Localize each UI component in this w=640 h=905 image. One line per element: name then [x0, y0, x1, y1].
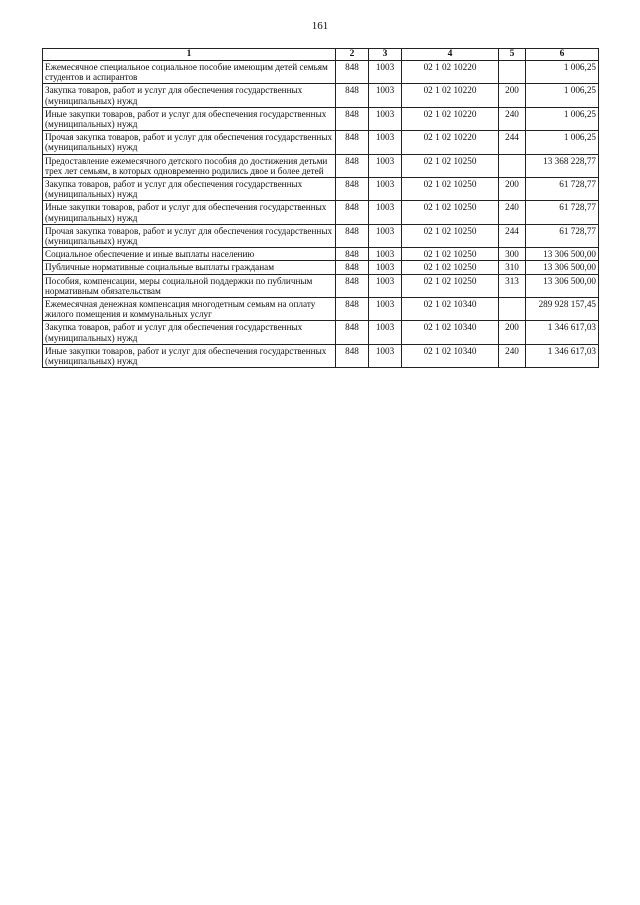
- table-body: [43, 61, 599, 368]
- cell-name: Закупка товаров, работ и услуг для обеспечения государственных (муниципальных) нужд: [43, 321, 336, 344]
- table-row: [43, 274, 599, 297]
- cell-sum: 61 728,77: [526, 201, 599, 224]
- cell-type: 200: [499, 321, 526, 344]
- cell-section: 1003: [369, 107, 402, 130]
- cell-name: Публичные нормативные социальные выплаты гражданам: [43, 261, 336, 274]
- table-row: [43, 224, 599, 247]
- table-row: [43, 321, 599, 344]
- table-row: [43, 261, 599, 274]
- cell-article: 02 1 02 10220: [402, 61, 499, 84]
- cell-type: 244: [499, 224, 526, 247]
- cell-section: 1003: [369, 178, 402, 201]
- cell-sum: 13 306 500,00: [526, 261, 599, 274]
- cell-type: 240: [499, 201, 526, 224]
- cell-article: 02 1 02 10250: [402, 154, 499, 177]
- cell-section: 1003: [369, 248, 402, 261]
- cell-code: 848: [336, 154, 369, 177]
- cell-section: 1003: [369, 321, 402, 344]
- cell-code: 848: [336, 131, 369, 154]
- cell-section: 1003: [369, 261, 402, 274]
- cell-section: 1003: [369, 298, 402, 321]
- cell-section: 1003: [369, 201, 402, 224]
- cell-type: 313: [499, 274, 526, 297]
- table-row: [43, 344, 599, 367]
- cell-type: 200: [499, 84, 526, 107]
- cell-name: Пособия, компенсации, меры социальной поддержки по публичным нормативным обязательствам: [43, 274, 336, 297]
- cell-code: 848: [336, 84, 369, 107]
- cell-code: 848: [336, 61, 369, 84]
- table-row: [43, 61, 599, 84]
- cell-sum: 1 346 617,03: [526, 344, 599, 367]
- cell-sum: 1 346 617,03: [526, 321, 599, 344]
- cell-section: 1003: [369, 224, 402, 247]
- table-header-row: [43, 49, 599, 61]
- cell-section: 1003: [369, 274, 402, 297]
- budget-table: [42, 48, 599, 368]
- cell-sum: 61 728,77: [526, 178, 599, 201]
- cell-article: 02 1 02 10250: [402, 224, 499, 247]
- cell-code: 848: [336, 321, 369, 344]
- column-header: 6: [526, 49, 599, 61]
- cell-sum: 1 006,25: [526, 61, 599, 84]
- cell-article: 02 1 02 10340: [402, 321, 499, 344]
- column-header: 1: [43, 49, 336, 61]
- table-row: [43, 107, 599, 130]
- cell-code: 848: [336, 344, 369, 367]
- cell-name: Закупка товаров, работ и услуг для обеспечения государственных (муниципальных) нужд: [43, 178, 336, 201]
- cell-article: 02 1 02 10250: [402, 274, 499, 297]
- cell-code: 848: [336, 261, 369, 274]
- cell-type: 300: [499, 248, 526, 261]
- cell-article: 02 1 02 10250: [402, 201, 499, 224]
- cell-type: 240: [499, 107, 526, 130]
- cell-article: 02 1 02 10220: [402, 84, 499, 107]
- cell-name: Закупка товаров, работ и услуг для обеспечения государственных (муниципальных) нужд: [43, 84, 336, 107]
- cell-article: 02 1 02 10220: [402, 107, 499, 130]
- cell-section: 1003: [369, 84, 402, 107]
- cell-name: Социальное обеспечение и иные выплаты населению: [43, 248, 336, 261]
- table-row: [43, 248, 599, 261]
- cell-sum: 13 306 500,00: [526, 248, 599, 261]
- cell-code: 848: [336, 178, 369, 201]
- cell-article: 02 1 02 10340: [402, 298, 499, 321]
- cell-section: 1003: [369, 131, 402, 154]
- cell-name: Ежемесячная денежная компенсация многодетным семьям на оплату жилого помещения и коммунальных услуг: [43, 298, 336, 321]
- table-row: [43, 201, 599, 224]
- cell-sum: 289 928 157,45: [526, 298, 599, 321]
- cell-section: 1003: [369, 154, 402, 177]
- cell-type: 200: [499, 178, 526, 201]
- column-header: 2: [336, 49, 369, 61]
- cell-type: [499, 154, 526, 177]
- cell-sum: 13 368 228,77: [526, 154, 599, 177]
- table-row: [43, 84, 599, 107]
- cell-type: [499, 61, 526, 84]
- cell-sum: 61 728,77: [526, 224, 599, 247]
- cell-code: 848: [336, 201, 369, 224]
- cell-article: 02 1 02 10340: [402, 344, 499, 367]
- page-number: 161: [311, 20, 329, 32]
- cell-type: 240: [499, 344, 526, 367]
- cell-name: Прочая закупка товаров, работ и услуг для обеспечения государственных (муниципальных) нужд: [43, 131, 336, 154]
- cell-name: Иные закупки товаров, работ и услуг для обеспечения государственных (муниципальных) нужд: [43, 201, 336, 224]
- column-header: 5: [499, 49, 526, 61]
- cell-sum: 13 306 500,00: [526, 274, 599, 297]
- cell-name: Ежемесячное специальное социальное пособие имеющим детей семьям студентов и аспирантов: [43, 61, 336, 84]
- cell-sum: 1 006,25: [526, 84, 599, 107]
- cell-type: 244: [499, 131, 526, 154]
- column-header: 3: [369, 49, 402, 61]
- cell-code: 848: [336, 107, 369, 130]
- table-row: [43, 178, 599, 201]
- cell-code: 848: [336, 274, 369, 297]
- cell-article: 02 1 02 10250: [402, 261, 499, 274]
- cell-code: 848: [336, 248, 369, 261]
- cell-sum: 1 006,25: [526, 107, 599, 130]
- cell-code: 848: [336, 298, 369, 321]
- cell-type: [499, 298, 526, 321]
- cell-article: 02 1 02 10250: [402, 248, 499, 261]
- cell-type: 310: [499, 261, 526, 274]
- cell-article: 02 1 02 10250: [402, 178, 499, 201]
- table-row: [43, 298, 599, 321]
- cell-name: Предоставление ежемесячного детского пособия до достижения детьми трех лет семьям, в которых одновременно родились двое и более детей: [43, 154, 336, 177]
- cell-name: Иные закупки товаров, работ и услуг для обеспечения государственных (муниципальных) нужд: [43, 107, 336, 130]
- table-row: [43, 154, 599, 177]
- cell-sum: 1 006,25: [526, 131, 599, 154]
- column-header: 4: [402, 49, 499, 61]
- cell-code: 848: [336, 224, 369, 247]
- table-row: [43, 131, 599, 154]
- cell-article: 02 1 02 10220: [402, 131, 499, 154]
- cell-name: Иные закупки товаров, работ и услуг для обеспечения государственных (муниципальных) нужд: [43, 344, 336, 367]
- cell-section: 1003: [369, 61, 402, 84]
- cell-section: 1003: [369, 344, 402, 367]
- cell-name: Прочая закупка товаров, работ и услуг для обеспечения государственных (муниципальных) нужд: [43, 224, 336, 247]
